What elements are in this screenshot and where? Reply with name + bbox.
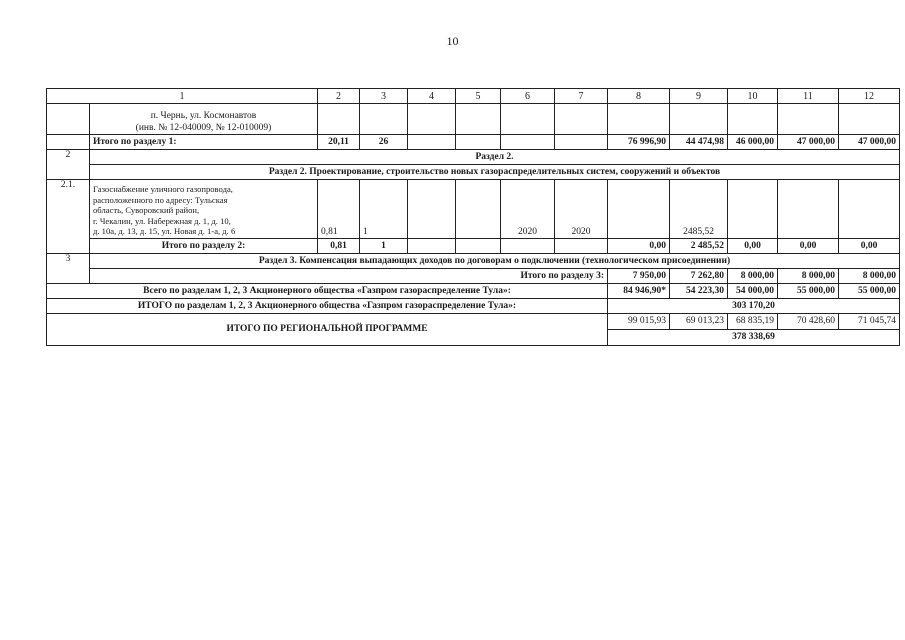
grand-sections-value: 303 170,20 xyxy=(608,299,900,314)
value-cell: 8 000,00 xyxy=(728,269,778,284)
section-subheading: Раздел 2. Проектирование, строительство новых газораспределительных систем, сооружений и объектов xyxy=(90,165,900,180)
value-cell: 99 015,93 xyxy=(608,314,670,330)
section-number: 3 xyxy=(47,254,90,284)
value-cell: 8 000,00 xyxy=(839,269,900,284)
value-cell: 84 946,90* xyxy=(608,284,670,299)
regional-row xyxy=(47,314,900,330)
value-cell: 69 013,23 xyxy=(670,314,728,330)
section-number: 2 xyxy=(47,150,90,180)
section-3-total-row xyxy=(47,269,900,284)
description-line: расположенного по адресу: Тульская xyxy=(93,194,228,205)
grand-sections-row xyxy=(47,299,900,314)
value-cell: 7 950,00 xyxy=(608,269,670,284)
value-cell: 55 000,00 xyxy=(839,284,900,299)
value-cell: 47 000,00 xyxy=(778,135,839,150)
value-cell: 68 835,19 xyxy=(728,314,778,330)
header-cell: 12 xyxy=(839,89,900,104)
section-2-total-label: Итого по разделу 2: xyxy=(90,239,318,254)
table-row xyxy=(47,104,900,135)
address-line: п. Чернь, ул. Космонавтов xyxy=(150,111,257,121)
page-number: 10 xyxy=(446,34,459,48)
value-cell: 44 474,98 xyxy=(670,135,728,150)
value-cell: 76 996,90 xyxy=(608,135,670,150)
section-heading: Раздел 2. xyxy=(90,150,900,165)
description-line: Газоснабжение уличного газопровода, xyxy=(93,184,233,195)
value-cell: 55 000,00 xyxy=(778,284,839,299)
header-cell: 10 xyxy=(728,89,778,104)
value-cell: 2020 xyxy=(501,180,555,239)
value-cell: 1 xyxy=(360,180,408,239)
header-cell: 2 xyxy=(318,89,360,104)
value-cell: 54 000,00 xyxy=(728,284,778,299)
value-cell: 2020 xyxy=(555,180,608,239)
header-cell: 5 xyxy=(456,89,501,104)
header-cell: 8 xyxy=(608,89,670,104)
item-number: 2.1. xyxy=(47,180,90,254)
header-row xyxy=(47,89,900,104)
section-heading: Раздел 3. Компенсация выпадающих доходов по договорам о подключении (технологическом присоединении) xyxy=(90,254,900,269)
description-line: область, Суворовский район, xyxy=(93,205,200,216)
value-cell: 20,11 xyxy=(318,135,360,150)
value-cell: 70 428,60 xyxy=(778,314,839,330)
value-cell: 0,00 xyxy=(778,239,839,254)
description-line: д. 10а, д. 13, д. 15, ул. Новая д. 1-а, д. 6 xyxy=(93,226,236,237)
grand-sections-label: ИТОГО по разделам 1, 2, 3 Акционерного общества «Газпром газораспределение Тула»: xyxy=(47,299,608,314)
address-line: (инв. № 12-040009, № 12-010009) xyxy=(135,123,272,133)
value-cell: 0,81 xyxy=(318,239,360,254)
value-cell: 0,00 xyxy=(608,239,670,254)
value-cell: 7 262,80 xyxy=(670,269,728,284)
section-2-heading-row xyxy=(47,150,900,165)
value-cell: 46 000,00 xyxy=(728,135,778,150)
value-cell: 1 xyxy=(360,239,408,254)
regional-total-value: 378 338,69 xyxy=(608,330,900,346)
item-description xyxy=(90,180,318,239)
value-cell: 0,00 xyxy=(728,239,778,254)
header-cell: 3 xyxy=(360,89,408,104)
value-cell: 0,00 xyxy=(839,239,900,254)
header-cell: 11 xyxy=(778,89,839,104)
section-2-subheading-row xyxy=(47,165,900,180)
value-cell: 54 223,30 xyxy=(670,284,728,299)
value-cell: 47 000,00 xyxy=(839,135,900,150)
value-cell: 26 xyxy=(360,135,408,150)
all-sections-row xyxy=(47,284,900,299)
header-cell: 9 xyxy=(670,89,728,104)
value-cell: 2485,52 xyxy=(670,180,728,239)
regional-label: ИТОГО ПО РЕГИОНАЛЬНОЙ ПРОГРАММЕ xyxy=(47,314,608,346)
description-line: г. Чекалин, ул. Набережная д. 1, д. 10, xyxy=(93,215,231,226)
value-cell: 2 485,52 xyxy=(670,239,728,254)
header-cell: 1 xyxy=(47,89,318,104)
header-cell: 6 xyxy=(501,89,555,104)
all-sections-label: Всего по разделам 1, 2, 3 Акционерного общества «Газпром газораспределение Тула»: xyxy=(47,284,608,299)
section-3-heading-row xyxy=(47,254,900,269)
section-3-total-label: Итого по разделу 3: xyxy=(90,269,608,284)
header-cell: 7 xyxy=(555,89,608,104)
address-cell xyxy=(90,104,318,135)
table-row xyxy=(47,180,900,239)
section-1-total-label: Итого по разделу 1: xyxy=(90,135,318,150)
value-cell: 71 045,74 xyxy=(839,314,900,330)
value-cell: 8 000,00 xyxy=(778,269,839,284)
program-table xyxy=(46,88,900,346)
header-cell: 4 xyxy=(408,89,456,104)
section-2-total-row xyxy=(47,239,900,254)
value-cell: 0,81 xyxy=(318,180,360,239)
section-1-total-row xyxy=(47,135,900,150)
